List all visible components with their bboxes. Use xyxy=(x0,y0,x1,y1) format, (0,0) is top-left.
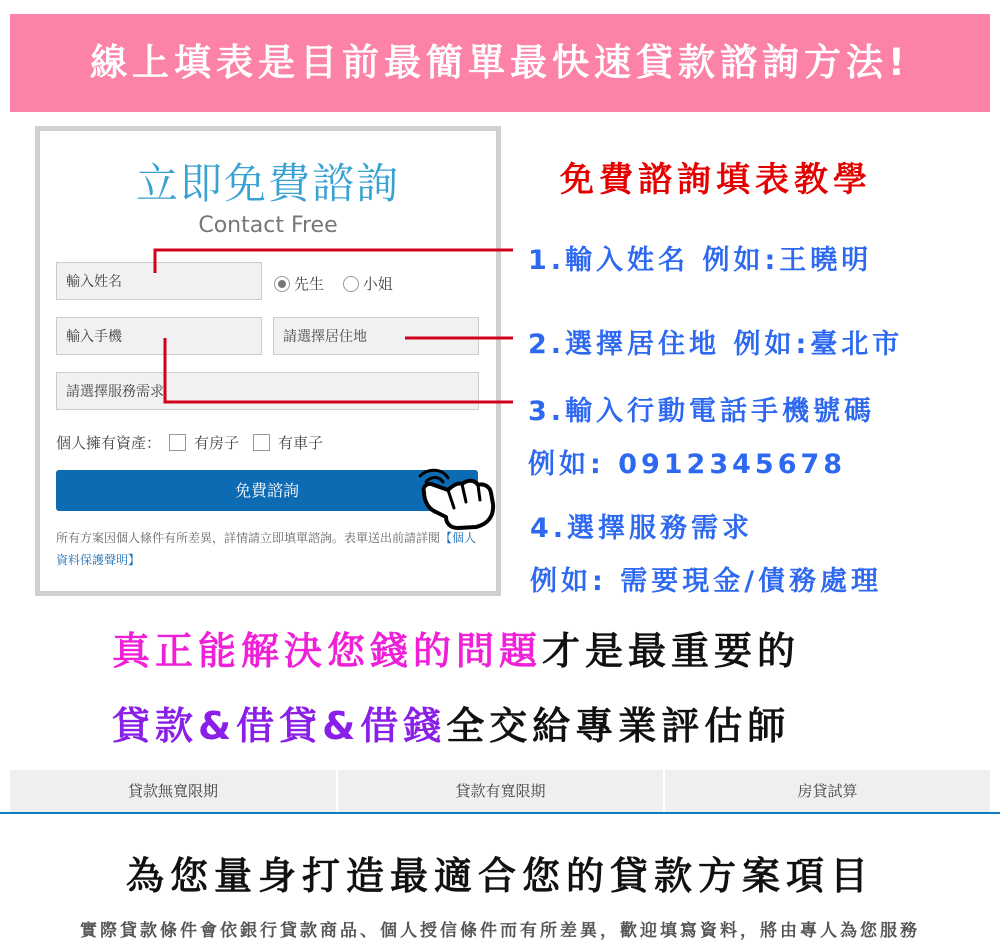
form-subtitle: Contact Free xyxy=(198,213,338,238)
submit-label: 免費諮詢 xyxy=(234,481,299,500)
slogan-1-rest: 才是最重要的 xyxy=(542,629,801,673)
slogan-2-rest: 全交給專業評估師 xyxy=(446,704,791,748)
slogan-1-highlight: 真正能解決您錢的問題 xyxy=(112,629,543,673)
tab-underline xyxy=(0,812,1000,814)
slogan-line-1 xyxy=(112,620,800,675)
tutorial-title: 免費諮詢填表教學 xyxy=(560,160,872,200)
disclaimer-text: 所有方案因個人條件有所差異，詳情請立即填單諮詢。表單送出前請詳閱 xyxy=(56,531,441,545)
form-title: 立即免費諮詢 xyxy=(135,159,400,208)
gender-female-label: 小姐 xyxy=(362,275,393,293)
plans-title: 為您量身打造最適合您的貸款方案項目 xyxy=(125,854,874,898)
pointing-hand-icon xyxy=(418,466,496,530)
tutorial-step-3-example: 例如: 0912345678 xyxy=(528,449,847,480)
assets-label: 個人擁有資產： xyxy=(56,434,162,452)
banner-text: 線上填表是目前最簡單最快速貸款諮詢方法! xyxy=(90,41,910,84)
tutorial-step-3: 3.輸入行動電話手機號碼 xyxy=(528,396,876,427)
gender-male-label: 先生 xyxy=(294,275,325,293)
tutorial-step-4: 4.選擇服務需求 xyxy=(530,513,754,544)
house-label: 有房子 xyxy=(194,434,240,452)
residence-placeholder: 請選擇居住地 xyxy=(283,329,367,345)
service-placeholder: 請選擇服務需求 xyxy=(66,384,164,400)
tab-mortgage-calculator[interactable]: 房貸試算 xyxy=(665,770,990,812)
plans-note: 實際貸款條件會依銀行貸款商品、個人授信條件而有所差異，歡迎填寫資料，將由專人為您服務 xyxy=(80,921,920,941)
slogan-line-2 xyxy=(112,695,790,750)
name-placeholder: 輸入姓名 xyxy=(66,274,122,290)
tab-grace-period[interactable]: 貸款有寬限期 xyxy=(338,770,663,812)
connector-service xyxy=(165,338,513,402)
car-label: 有車子 xyxy=(278,434,324,452)
slogan-2-highlight: 貸款&借貸&借錢 xyxy=(112,704,447,748)
tab-no-grace-period[interactable]: 貸款無寬限期 xyxy=(10,770,336,812)
calculator-tabs xyxy=(10,770,990,812)
tutorial-step-1: 1.輸入姓名 例如:王曉明 xyxy=(528,245,873,276)
phone-placeholder: 輸入手機 xyxy=(66,329,122,345)
connector-name xyxy=(155,250,513,273)
privacy-link[interactable]: 【個人資料保護聲明】 xyxy=(56,531,477,567)
tutorial-step-2: 2.選擇居住地 例如:臺北市 xyxy=(528,329,904,360)
tutorial-step-4-example: 例如: 需要現金/債務處理 xyxy=(530,566,883,597)
